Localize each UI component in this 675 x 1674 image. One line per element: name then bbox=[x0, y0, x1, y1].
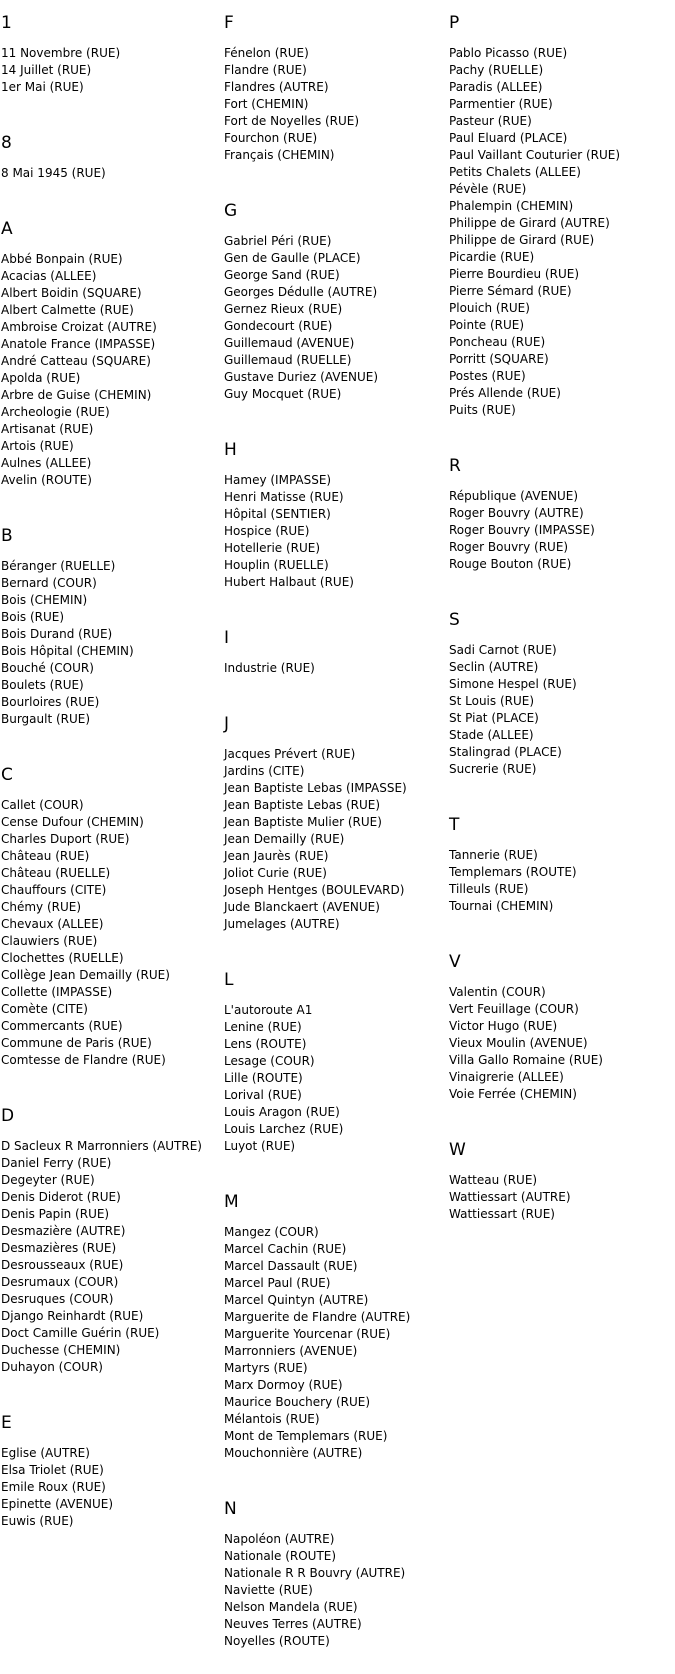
street-item: Lesage (COUR) bbox=[224, 1054, 315, 1068]
street-item: Louis Aragon (RUE) bbox=[224, 1105, 340, 1119]
street-item: Naviette (RUE) bbox=[224, 1583, 313, 1597]
street-item: 11 Novembre (RUE) bbox=[1, 46, 121, 60]
street-item: Epinette (AVENUE) bbox=[1, 1497, 114, 1511]
letter-heading: C bbox=[1, 765, 13, 785]
street-item: Anatole France (IMPASSE) bbox=[1, 337, 156, 351]
street-item: Paradis (ALLEE) bbox=[449, 80, 543, 94]
street-item: Parmentier (RUE) bbox=[449, 97, 553, 111]
street-list bbox=[449, 837, 620, 939]
letter-group bbox=[224, 957, 410, 1179]
letter-group bbox=[224, 188, 410, 427]
street-item: Voie Ferrée (CHEMIN) bbox=[449, 1087, 577, 1101]
street-item: Lorival (RUE) bbox=[224, 1088, 302, 1102]
street-item: Bouché (COUR) bbox=[1, 661, 94, 675]
street-item: Commercants (RUE) bbox=[1, 1019, 123, 1033]
street-item: Château (RUELLE) bbox=[1, 866, 111, 880]
street-item: Aulnes (ALLEE) bbox=[1, 456, 92, 470]
street-item: Roger Bouvry (RUE) bbox=[449, 540, 569, 554]
letter-heading: V bbox=[449, 952, 461, 972]
street-list bbox=[1, 787, 202, 1093]
letter-heading: H bbox=[224, 440, 237, 460]
letter-heading: J bbox=[224, 714, 230, 734]
street-item: Lenine (RUE) bbox=[224, 1020, 302, 1034]
street-item: Porritt (SQUARE) bbox=[449, 352, 549, 366]
street-list bbox=[1, 1128, 202, 1400]
street-item: Villa Gallo Romaine (RUE) bbox=[449, 1053, 603, 1067]
street-item: Jardins (CITE) bbox=[224, 764, 305, 778]
street-item: Pasteur (RUE) bbox=[449, 114, 532, 128]
street-item: Phalempin (CHEMIN) bbox=[449, 199, 574, 213]
street-item: Flandre (RUE) bbox=[224, 63, 307, 77]
street-item: Mont de Templemars (RUE) bbox=[224, 1429, 388, 1443]
street-list bbox=[449, 478, 620, 597]
street-item: Desmazières (RUE) bbox=[1, 1241, 117, 1255]
street-item: Industrie (RUE) bbox=[224, 661, 315, 675]
street-item: 8 Mai 1945 (RUE) bbox=[1, 166, 106, 180]
street-item: Marguerite de Flandre (AUTRE) bbox=[224, 1310, 411, 1324]
street-item: Mangez (COUR) bbox=[224, 1225, 319, 1239]
street-item: Postes (RUE) bbox=[449, 369, 526, 383]
letter-heading: S bbox=[449, 610, 460, 630]
street-item: George Sand (RUE) bbox=[224, 268, 340, 282]
street-item: Victor Hugo (RUE) bbox=[449, 1019, 558, 1033]
street-item: Comtesse de Flandre (RUE) bbox=[1, 1053, 166, 1067]
letter-group bbox=[224, 615, 410, 701]
street-list bbox=[1, 548, 202, 752]
street-item: Lille (ROUTE) bbox=[224, 1071, 303, 1085]
street-item: Avelin (ROUTE) bbox=[1, 473, 92, 487]
street-item: Nelson Mandela (RUE) bbox=[224, 1600, 358, 1614]
letter-heading: F bbox=[224, 13, 234, 33]
street-item: Hôpital (SENTIER) bbox=[224, 507, 331, 521]
street-item: André Catteau (SQUARE) bbox=[1, 354, 151, 368]
street-item: Pévèle (RUE) bbox=[449, 182, 527, 196]
street-item: Flandres (AUTRE) bbox=[224, 80, 329, 94]
letter-heading: I bbox=[224, 628, 230, 648]
street-item: République (AVENUE) bbox=[449, 489, 579, 503]
street-item: St Louis (RUE) bbox=[449, 694, 535, 708]
street-item: Boulets (RUE) bbox=[1, 678, 84, 692]
street-item: Mouchonnière (AUTRE) bbox=[224, 1446, 363, 1460]
street-item: Jean Baptiste Mulier (RUE) bbox=[224, 815, 382, 829]
street-item: Lens (ROUTE) bbox=[224, 1037, 307, 1051]
street-item: L'autoroute A1 bbox=[224, 1003, 313, 1017]
letter-heading: N bbox=[224, 1499, 237, 1519]
street-list bbox=[224, 736, 410, 957]
street-item: Jumelages (AUTRE) bbox=[224, 917, 340, 931]
letter-heading: 8 bbox=[1, 133, 12, 153]
street-item: Hamey (IMPASSE) bbox=[224, 473, 332, 487]
street-item: Desmazière (AUTRE) bbox=[1, 1224, 126, 1238]
street-item: Guillemaud (AVENUE) bbox=[224, 336, 355, 350]
street-item: Bois Durand (RUE) bbox=[1, 627, 113, 641]
street-item: Bois Hôpital (CHEMIN) bbox=[1, 644, 134, 658]
street-item: Gabriel Péri (RUE) bbox=[224, 234, 332, 248]
street-item: Archeologie (RUE) bbox=[1, 405, 110, 419]
letter-group bbox=[449, 443, 620, 597]
street-item: Paul Vaillant Couturier (RUE) bbox=[449, 148, 621, 162]
street-item: Jacques Prévert (RUE) bbox=[224, 747, 356, 761]
street-item: Hotellerie (RUE) bbox=[224, 541, 321, 555]
street-item: Fort de Noyelles (RUE) bbox=[224, 114, 360, 128]
street-item: Burgault (RUE) bbox=[1, 712, 91, 726]
street-item: 14 Juillet (RUE) bbox=[1, 63, 92, 77]
street-item: Duhayon (COUR) bbox=[1, 1360, 103, 1374]
letter-heading: W bbox=[449, 1140, 466, 1160]
street-item: Georges Dédulle (AUTRE) bbox=[224, 285, 378, 299]
letter-heading: 1 bbox=[1, 13, 12, 33]
street-item: Desrousseaux (RUE) bbox=[1, 1258, 124, 1272]
street-item: Tannerie (RUE) bbox=[449, 848, 538, 862]
street-item: Maurice Bouchery (RUE) bbox=[224, 1395, 371, 1409]
street-item: Albert Calmette (RUE) bbox=[1, 303, 134, 317]
street-item: Abbé Bonpain (RUE) bbox=[1, 252, 123, 266]
street-item: Vert Feuillage (COUR) bbox=[449, 1002, 579, 1016]
street-list bbox=[224, 462, 410, 615]
street-item: Marcel Paul (RUE) bbox=[224, 1276, 331, 1290]
street-item: Sadi Carnot (RUE) bbox=[449, 643, 557, 657]
letter-group bbox=[449, 1127, 620, 1247]
street-column-2 bbox=[224, 0, 410, 1674]
street-item: Marguerite Yourcenar (RUE) bbox=[224, 1327, 391, 1341]
street-item: Jean Baptiste Lebas (RUE) bbox=[224, 798, 381, 812]
street-item: Marcel Dassault (RUE) bbox=[224, 1259, 358, 1273]
street-item: Jean Jaurès (RUE) bbox=[224, 849, 329, 863]
street-item: Roger Bouvry (AUTRE) bbox=[449, 506, 584, 520]
street-item: Duchesse (CHEMIN) bbox=[1, 1343, 121, 1357]
street-item: Houplin (RUELLE) bbox=[224, 558, 329, 572]
street-item: Rouge Bouton (RUE) bbox=[449, 557, 572, 571]
street-item: Sucrerie (RUE) bbox=[449, 762, 537, 776]
street-item: Euwis (RUE) bbox=[1, 1514, 74, 1528]
street-item: Hubert Halbaut (RUE) bbox=[224, 575, 354, 589]
letter-group bbox=[449, 939, 620, 1127]
letter-heading: R bbox=[449, 456, 461, 476]
street-item: Poncheau (RUE) bbox=[449, 335, 546, 349]
street-item: Clauwiers (RUE) bbox=[1, 934, 98, 948]
street-item: Templemars (ROUTE) bbox=[449, 865, 577, 879]
street-item: Artois (RUE) bbox=[1, 439, 74, 453]
street-item: Pierre Bourdieu (RUE) bbox=[449, 267, 580, 281]
street-item: Mélantois (RUE) bbox=[224, 1412, 320, 1426]
street-item: Petits Chalets (ALLEE) bbox=[449, 165, 581, 179]
street-item: Vinaigrerie (ALLEE) bbox=[449, 1070, 564, 1084]
street-item: Valentin (COUR) bbox=[449, 985, 546, 999]
street-column-1 bbox=[1, 0, 202, 1554]
letter-group bbox=[1, 1400, 202, 1554]
letter-group bbox=[1, 513, 202, 752]
street-item: Denis Papin (RUE) bbox=[1, 1207, 110, 1221]
street-item: Doct Camille Guérin (RUE) bbox=[1, 1326, 160, 1340]
street-item: Vieux Moulin (AVENUE) bbox=[449, 1036, 588, 1050]
street-item: Marcel Quintyn (AUTRE) bbox=[224, 1293, 369, 1307]
street-item: Jean Demailly (RUE) bbox=[224, 832, 345, 846]
street-item: Bernard (COUR) bbox=[1, 576, 97, 590]
street-item: Stalingrad (PLACE) bbox=[449, 745, 562, 759]
street-item: Chauffours (CITE) bbox=[1, 883, 107, 897]
letter-heading: L bbox=[224, 970, 234, 990]
street-item: Prés Allende (RUE) bbox=[449, 386, 561, 400]
street-item: Pierre Sémard (RUE) bbox=[449, 284, 572, 298]
street-item: Stade (ALLEE) bbox=[449, 728, 534, 742]
letter-heading: T bbox=[449, 815, 460, 835]
street-item: Roger Bouvry (IMPASSE) bbox=[449, 523, 595, 537]
letter-heading: B bbox=[1, 526, 13, 546]
street-item: Commune de Paris (RUE) bbox=[1, 1036, 152, 1050]
street-item: Cense Dufour (CHEMIN) bbox=[1, 815, 144, 829]
street-item: Puits (RUE) bbox=[449, 403, 516, 417]
street-item: Django Reinhardt (RUE) bbox=[1, 1309, 144, 1323]
letter-heading: G bbox=[224, 201, 238, 221]
letter-group bbox=[224, 427, 410, 615]
street-item: St Piat (PLACE) bbox=[449, 711, 539, 725]
street-list bbox=[224, 1214, 410, 1486]
street-item: Watteau (RUE) bbox=[449, 1173, 538, 1187]
street-item: Henri Matisse (RUE) bbox=[224, 490, 344, 504]
street-item: Apolda (RUE) bbox=[1, 371, 81, 385]
letter-group bbox=[224, 0, 410, 188]
street-item: Plouich (RUE) bbox=[449, 301, 530, 315]
street-list bbox=[224, 223, 410, 427]
street-item: Joseph Hentges (BOULEVARD) bbox=[224, 883, 405, 897]
street-item: Marronniers (AVENUE) bbox=[224, 1344, 358, 1358]
street-item: Noyelles (ROUTE) bbox=[224, 1634, 330, 1648]
street-item: Wattiessart (RUE) bbox=[449, 1207, 555, 1221]
street-item: Nationale R R Bouvry (AUTRE) bbox=[224, 1566, 406, 1580]
street-list bbox=[449, 632, 620, 802]
street-item: Acacias (ALLEE) bbox=[1, 269, 97, 283]
street-list bbox=[449, 974, 620, 1127]
street-item: Philippe de Girard (RUE) bbox=[449, 233, 595, 247]
letter-group bbox=[449, 0, 620, 443]
letter-heading: A bbox=[1, 219, 13, 239]
street-item: Marx Dormoy (RUE) bbox=[224, 1378, 343, 1392]
letter-group bbox=[1, 752, 202, 1093]
letter-group bbox=[1, 1093, 202, 1400]
street-item: Albert Boidin (SQUARE) bbox=[1, 286, 142, 300]
street-item: Picardie (RUE) bbox=[449, 250, 535, 264]
letter-heading: D bbox=[1, 1106, 15, 1126]
street-item: Tilleuls (RUE) bbox=[449, 882, 529, 896]
street-item: Louis Larchez (RUE) bbox=[224, 1122, 344, 1136]
street-item: Gernez Rieux (RUE) bbox=[224, 302, 343, 316]
letter-group bbox=[449, 597, 620, 802]
street-item: 1er Mai (RUE) bbox=[1, 80, 84, 94]
street-list bbox=[1, 155, 202, 206]
street-list bbox=[1, 241, 202, 513]
street-item: Clochettes (RUELLE) bbox=[1, 951, 124, 965]
letter-heading: P bbox=[449, 13, 460, 33]
street-item: Luyot (RUE) bbox=[224, 1139, 296, 1153]
street-list bbox=[224, 650, 410, 701]
street-item: Desruques (COUR) bbox=[1, 1292, 114, 1306]
street-item: Desrumaux (COUR) bbox=[1, 1275, 119, 1289]
street-item: Gustave Duriez (AVENUE) bbox=[224, 370, 379, 384]
street-item: Simone Hespel (RUE) bbox=[449, 677, 577, 691]
street-item: Bois (RUE) bbox=[1, 610, 65, 624]
street-item: Hospice (RUE) bbox=[224, 524, 310, 538]
street-item: Nationale (ROUTE) bbox=[224, 1549, 337, 1563]
street-item: Bois (CHEMIN) bbox=[1, 593, 88, 607]
street-item: Charles Duport (RUE) bbox=[1, 832, 130, 846]
letter-group bbox=[1, 0, 202, 120]
street-list bbox=[224, 35, 410, 188]
street-column-3 bbox=[449, 0, 620, 1247]
letter-group bbox=[224, 701, 410, 957]
letter-group bbox=[449, 802, 620, 939]
street-item: Fourchon (RUE) bbox=[224, 131, 318, 145]
letter-heading: M bbox=[224, 1192, 239, 1212]
street-item: Collette (IMPASSE) bbox=[1, 985, 113, 999]
street-item: Gen de Gaulle (PLACE) bbox=[224, 251, 361, 265]
street-item: Philippe de Girard (AUTRE) bbox=[449, 216, 610, 230]
street-item: Eglise (AUTRE) bbox=[1, 1446, 90, 1460]
street-item: Pointe (RUE) bbox=[449, 318, 525, 332]
street-item: Wattiessart (AUTRE) bbox=[449, 1190, 571, 1204]
street-item: Arbre de Guise (CHEMIN) bbox=[1, 388, 152, 402]
letter-heading: E bbox=[1, 1413, 12, 1433]
street-item: Pablo Picasso (RUE) bbox=[449, 46, 568, 60]
street-list bbox=[224, 992, 410, 1179]
street-item: Jean Baptiste Lebas (IMPASSE) bbox=[224, 781, 407, 795]
street-item: Emile Roux (RUE) bbox=[1, 1480, 106, 1494]
street-list bbox=[1, 35, 202, 120]
street-list bbox=[449, 35, 620, 443]
letter-group bbox=[224, 1486, 410, 1674]
street-item: Gondecourt (RUE) bbox=[224, 319, 333, 333]
street-item: Elsa Triolet (RUE) bbox=[1, 1463, 104, 1477]
street-item: Callet (COUR) bbox=[1, 798, 84, 812]
street-list bbox=[449, 1162, 620, 1247]
street-item: Paul Eluard (PLACE) bbox=[449, 131, 568, 145]
street-item: D Sacleux R Marronniers (AUTRE) bbox=[1, 1139, 202, 1153]
letter-group bbox=[1, 120, 202, 206]
street-item: Pachy (RUELLE) bbox=[449, 63, 544, 77]
street-item: Joliot Curie (RUE) bbox=[224, 866, 327, 880]
street-item: Jude Blanckaert (AVENUE) bbox=[224, 900, 380, 914]
letter-group bbox=[224, 1179, 410, 1486]
street-item: Daniel Ferry (RUE) bbox=[1, 1156, 112, 1170]
street-item: Fénelon (RUE) bbox=[224, 46, 309, 60]
street-item: Français (CHEMIN) bbox=[224, 148, 335, 162]
street-item: Chémy (RUE) bbox=[1, 900, 82, 914]
street-item: Tournai (CHEMIN) bbox=[449, 899, 554, 913]
street-item: Fort (CHEMIN) bbox=[224, 97, 309, 111]
street-item: Napoléon (AUTRE) bbox=[224, 1532, 335, 1546]
street-item: Béranger (RUELLE) bbox=[1, 559, 116, 573]
street-item: Comète (CITE) bbox=[1, 1002, 88, 1016]
street-item: Ambroise Croizat (AUTRE) bbox=[1, 320, 157, 334]
street-item: Denis Diderot (RUE) bbox=[1, 1190, 121, 1204]
street-item: Neuves Terres (AUTRE) bbox=[224, 1617, 362, 1631]
street-item: Marcel Cachin (RUE) bbox=[224, 1242, 347, 1256]
street-item: Bourloires (RUE) bbox=[1, 695, 100, 709]
street-item: Chevaux (ALLEE) bbox=[1, 917, 104, 931]
street-item: Degeyter (RUE) bbox=[1, 1173, 95, 1187]
street-item: Seclin (AUTRE) bbox=[449, 660, 539, 674]
street-item: Guy Mocquet (RUE) bbox=[224, 387, 342, 401]
street-item: Martyrs (RUE) bbox=[224, 1361, 308, 1375]
street-item: Château (RUE) bbox=[1, 849, 90, 863]
street-item: Artisanat (RUE) bbox=[1, 422, 94, 436]
street-item: Guillemaud (RUELLE) bbox=[224, 353, 352, 367]
street-item: Collège Jean Demailly (RUE) bbox=[1, 968, 170, 982]
letter-group bbox=[1, 206, 202, 513]
street-list bbox=[1, 1435, 202, 1554]
street-list bbox=[224, 1521, 410, 1674]
